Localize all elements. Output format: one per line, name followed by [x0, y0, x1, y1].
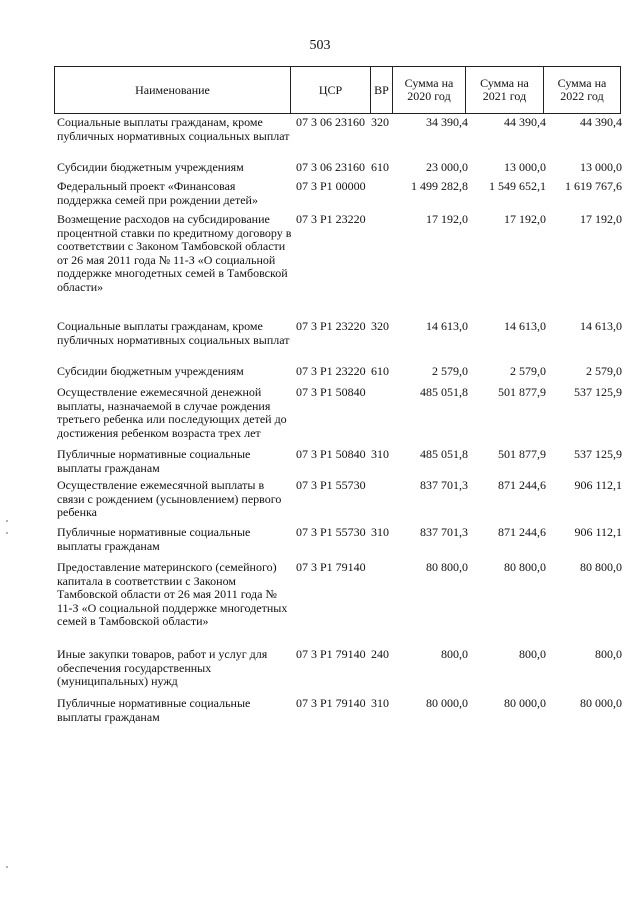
row-sum-2022: 906 112,1 — [574, 525, 622, 539]
row-sum-2022: 2 579,0 — [586, 364, 622, 378]
row-name: Субсидии бюджетным учреждениям — [57, 160, 244, 174]
row-sum-2021: 871 244,6 — [498, 525, 546, 539]
row-sum-2020: 34 390,4 — [426, 115, 468, 129]
row-sum-2022: 80 000,0 — [580, 696, 622, 710]
row-sum-2020: 837 701,3 — [420, 525, 468, 539]
row-sum-2022: 14 613,0 — [580, 319, 622, 333]
row-sum-2021: 80 800,0 — [504, 560, 546, 574]
row-sum-2022: 17 192,0 — [580, 212, 622, 226]
row-sum-2020: 485 051,8 — [420, 385, 468, 399]
row-csr-code: 07 3 P1 79140 — [296, 560, 366, 574]
row-csr-code: 07 3 P1 23220 — [296, 319, 366, 333]
scan-speck — [6, 520, 8, 522]
row-csr-code: 07 3 P1 55730 — [296, 478, 366, 492]
row-sum-2020: 800,0 — [441, 647, 468, 661]
table-row — [54, 648, 622, 689]
row-name: Осуществление ежемесячной денежной выплаты, назначаемой в случае рождения третьего ребенка или последующих детей до достижения ребенком возраста трех лет — [57, 385, 287, 440]
row-sum-2020: 14 613,0 — [426, 319, 468, 333]
row-sum-2021: 44 390,4 — [504, 115, 546, 129]
row-csr-code: 07 3 P1 50840 — [296, 385, 366, 399]
row-name: Публичные нормативные социальные выплаты гражданам — [57, 696, 251, 724]
row-csr-code: 07 3 P1 23220 — [296, 364, 366, 378]
table-row — [54, 116, 622, 143]
table-row — [54, 386, 622, 440]
table-row — [54, 526, 622, 553]
row-name: Иные закупки товаров, работ и услуг для обеспечения государственных (муниципальных) нужд — [57, 647, 268, 688]
header-vr: ВР — [371, 67, 393, 114]
row-name: Осуществление ежемесячной выплаты в связи с рождением (усыновлением) первого ребенка — [57, 478, 282, 519]
header-sum-2021: Сумма на 2021 год — [466, 67, 544, 114]
row-sum-2022: 537 125,9 — [574, 447, 622, 461]
row-sum-2021: 2 579,0 — [510, 364, 546, 378]
row-vr-code: 240 — [371, 647, 389, 661]
header-csr: ЦСР — [291, 67, 371, 114]
row-sum-2021: 80 000,0 — [504, 696, 546, 710]
row-sum-2021: 501 877,9 — [498, 447, 546, 461]
row-sum-2021: 501 877,9 — [498, 385, 546, 399]
table-header — [54, 66, 621, 114]
row-csr-code: 07 3 P1 79140 — [296, 696, 366, 710]
row-name: Социальные выплаты гражданам, кроме публичных нормативных социальных выплат — [57, 319, 290, 347]
row-vr-code: 610 — [371, 160, 389, 174]
row-csr-code: 07 3 P1 79140 — [296, 647, 366, 661]
row-csr-code: 07 3 P1 23220 — [296, 212, 366, 226]
row-sum-2022: 537 125,9 — [574, 385, 622, 399]
row-sum-2022: 800,0 — [595, 647, 622, 661]
row-sum-2021: 1 549 652,1 — [489, 179, 546, 193]
row-sum-2021: 13 000,0 — [504, 160, 546, 174]
row-name: Публичные нормативные социальные выплаты гражданам — [57, 447, 251, 475]
table-row — [54, 479, 622, 520]
row-name: Возмещение расходов на субсидирование процентной ставки по кредитному договору в соответствии с Законом Тамбовской области от 26 мая 2011 года № 11-З «О социальной поддержке многодетных семей в Тамбовской области» — [57, 212, 292, 294]
row-name: Предоставление материнского (семейного) капитала в соответствии с Законом Тамбовской области от 26 мая 2011 года № 11-З «О социальной поддержке многодетных семей в Тамбовской области» — [57, 560, 288, 628]
row-name: Публичные нормативные социальные выплаты гражданам — [57, 525, 251, 553]
row-vr-code: 310 — [371, 447, 389, 461]
scan-speck — [6, 532, 8, 534]
row-vr-code: 310 — [371, 696, 389, 710]
page-number: 503 — [309, 38, 331, 53]
row-name: Социальные выплаты гражданам, кроме публичных нормативных социальных выплат — [57, 115, 290, 143]
table-row — [54, 161, 622, 175]
row-csr-code: 07 3 06 23160 — [296, 160, 365, 174]
row-csr-code: 07 3 P1 55730 — [296, 525, 366, 539]
row-sum-2020: 2 579,0 — [432, 364, 468, 378]
table-row — [54, 697, 622, 724]
table-row — [54, 448, 622, 475]
row-sum-2022: 13 000,0 — [580, 160, 622, 174]
header-sum-2022: Сумма на 2022 год — [544, 67, 621, 114]
header-sum-2020: Сумма на 2020 год — [393, 67, 466, 114]
row-sum-2021: 800,0 — [519, 647, 546, 661]
table-row — [54, 213, 622, 294]
header-name: Наименование — [55, 67, 291, 114]
row-vr-code: 610 — [371, 364, 389, 378]
row-sum-2020: 80 800,0 — [426, 560, 468, 574]
row-sum-2022: 80 800,0 — [580, 560, 622, 574]
row-sum-2020: 80 000,0 — [426, 696, 468, 710]
scan-speck — [6, 866, 8, 868]
table-row — [54, 561, 622, 629]
row-sum-2022: 1 619 767,6 — [565, 179, 622, 193]
row-csr-code: 07 3 P1 00000 — [296, 179, 366, 193]
row-csr-code: 07 3 06 23160 — [296, 115, 365, 129]
row-vr-code: 320 — [371, 319, 389, 333]
row-sum-2022: 44 390,4 — [580, 115, 622, 129]
row-sum-2020: 23 000,0 — [426, 160, 468, 174]
row-sum-2022: 906 112,1 — [574, 478, 622, 492]
row-name: Субсидии бюджетным учреждениям — [57, 364, 244, 378]
table-row — [54, 365, 622, 379]
row-vr-code: 320 — [371, 115, 389, 129]
row-name: Федеральный проект «Финансовая поддержка семей при рождении детей» — [57, 179, 258, 207]
row-sum-2020: 1 499 282,8 — [411, 179, 468, 193]
table-row — [54, 320, 622, 347]
table-row — [54, 180, 622, 207]
row-sum-2021: 14 613,0 — [504, 319, 546, 333]
row-sum-2021: 871 244,6 — [498, 478, 546, 492]
row-csr-code: 07 3 P1 50840 — [296, 447, 366, 461]
row-sum-2021: 17 192,0 — [504, 212, 546, 226]
row-sum-2020: 837 701,3 — [420, 478, 468, 492]
row-sum-2020: 17 192,0 — [426, 212, 468, 226]
row-vr-code: 310 — [371, 525, 389, 539]
row-sum-2020: 485 051,8 — [420, 447, 468, 461]
